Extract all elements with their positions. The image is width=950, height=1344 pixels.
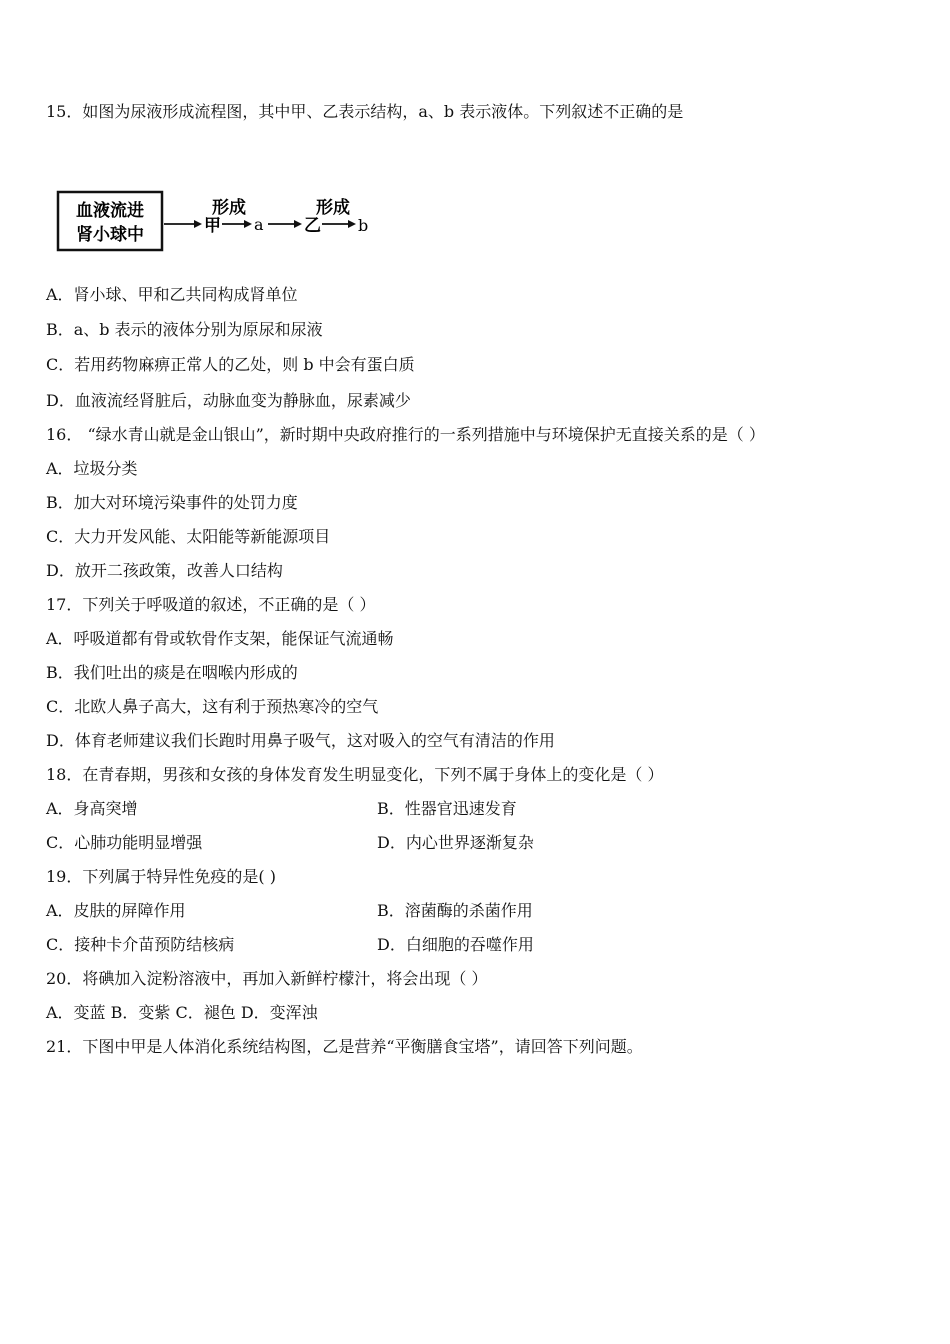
diagram-b: b	[358, 216, 369, 235]
q18-option-a: A．身高突增	[46, 799, 138, 818]
diagram-jia: 甲	[204, 216, 221, 236]
question-19-stem: 19．下列属于特异性免疫的是( )	[46, 867, 276, 886]
diagram-box-line2: 肾小球中	[76, 225, 144, 245]
question-17-stem: 17．下列关于呼吸道的叙述，不正确的是（ ）	[46, 595, 376, 614]
question-21-stem: 21．下图中甲是人体消化系统结构图，乙是营养“平衡膳食宝塔”，请回答下列问题。	[46, 1037, 643, 1056]
question-15-stem: 15．如图为尿液形成流程图，其中甲、乙表示结构，a、b 表示液体。下列叙述不正确的是	[46, 102, 684, 121]
q17-option-a: A．呼吸道都有骨或软骨作支架，能保证气流通畅	[46, 629, 394, 648]
q17-option-c: C．北欧人鼻子高大，这有利于预热寒冷的空气	[46, 697, 379, 716]
q19-option-c: C．接种卡介苗预防结核病	[46, 935, 235, 954]
diagram-arrowhead-1	[194, 220, 202, 228]
q19-option-d: D．白细胞的吞噬作用	[377, 935, 534, 954]
diagram-a: a	[254, 215, 264, 234]
q15-option-d: D．血液流经肾脏后，动脉血变为静脉血，尿素减少	[46, 391, 411, 410]
question-16-stem: 16． “绿水青山就是金山银山”，新时期中央政府推行的一系列措施中与环境保护无直接关系的是（ ）	[46, 425, 765, 444]
diagram-arrowhead-4	[348, 220, 356, 228]
q17-option-b: B．我们吐出的痰是在咽喉内形成的	[46, 663, 298, 682]
diagram-box-line1: 血液流进	[76, 201, 144, 221]
q15-option-a: A．肾小球、甲和乙共同构成肾单位	[46, 285, 298, 304]
q15-option-b: B．a、b 表示的液体分别为原尿和尿液	[46, 320, 323, 339]
q16-option-b: B．加大对环境污染事件的处罚力度	[46, 493, 298, 512]
q18-option-d: D．内心世界逐渐复杂	[377, 833, 534, 852]
q19-option-a: A．皮肤的屏障作用	[46, 901, 186, 920]
q20-options: A．变蓝 B．变紫 C．褪色 D．变浑浊	[46, 1003, 318, 1022]
q19-option-b: B．溶菌酶的杀菌作用	[377, 901, 533, 920]
q15-option-c: C．若用药物麻痹正常人的乙处，则 b 中会有蛋白质	[46, 355, 415, 374]
urine-formation-diagram	[46, 174, 386, 264]
q16-option-a: A．垃圾分类	[46, 459, 138, 478]
diagram-form-label-2: 形成	[316, 198, 350, 218]
question-20-stem: 20．将碘加入淀粉溶液中，再加入新鲜柠檬汁，将会出现（ ）	[46, 969, 488, 988]
diagram-yi: 乙	[304, 216, 321, 236]
q18-option-b: B．性器官迅速发育	[377, 799, 517, 818]
diagram-arrowhead-2	[244, 220, 252, 228]
q18-option-c: C．心肺功能明显增强	[46, 833, 203, 852]
diagram-form-label-1: 形成	[212, 198, 246, 218]
q16-option-d: D．放开二孩政策，改善人口结构	[46, 561, 283, 580]
q16-option-c: C．大力开发风能、太阳能等新能源项目	[46, 527, 331, 546]
question-18-stem: 18．在青春期，男孩和女孩的身体发育发生明显变化，下列不属于身体上的变化是（ ）	[46, 765, 664, 784]
q17-option-d: D．体育老师建议我们长跑时用鼻子吸气，这对吸入的空气有清洁的作用	[46, 731, 555, 750]
diagram-arrowhead-3	[294, 220, 302, 228]
